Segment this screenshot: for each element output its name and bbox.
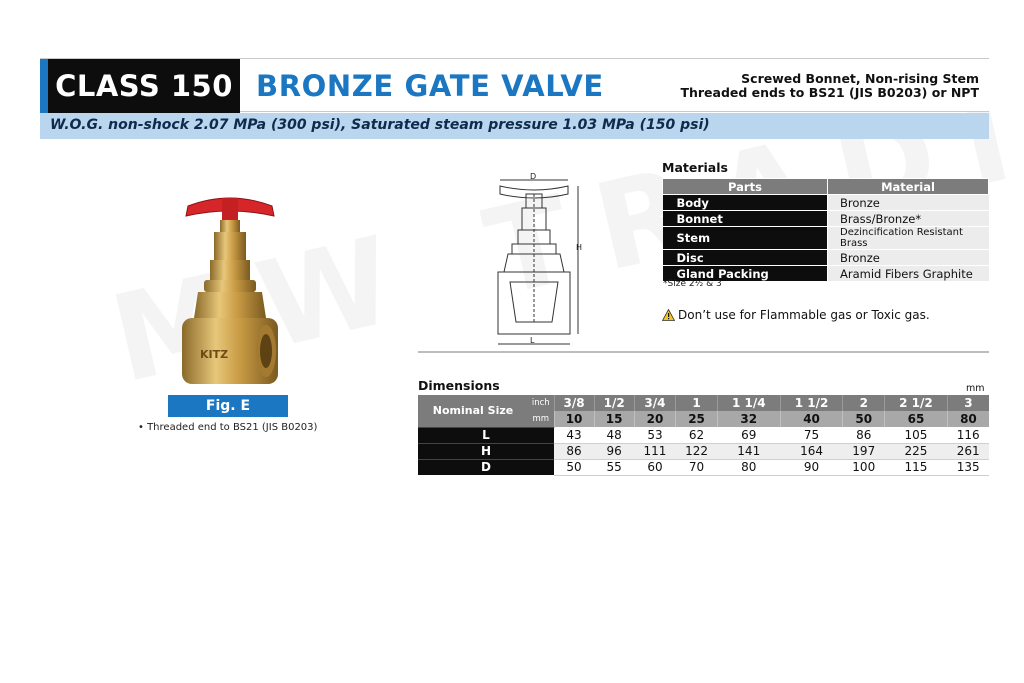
dimensions-table xyxy=(418,395,989,476)
body-marking: KITZ xyxy=(200,348,229,361)
dimension-value: 43 xyxy=(554,427,594,443)
size-inch: 3 xyxy=(947,395,989,411)
header-accent xyxy=(40,59,48,113)
dimension-value: 62 xyxy=(676,427,718,443)
material-value: Brass/Bronze* xyxy=(828,211,989,227)
dimension-value: 75 xyxy=(780,427,843,443)
dimension-value: 80 xyxy=(717,459,780,475)
dimensions-title: Dimensions xyxy=(418,378,500,393)
dimension-drawing xyxy=(490,172,590,350)
nominal-size-label: Nominal Size xyxy=(418,395,528,427)
page-title: BRONZE GATE VALVE xyxy=(256,69,604,103)
dimension-value: 96 xyxy=(594,443,634,459)
dimension-value: 225 xyxy=(885,443,948,459)
drawing-label-d: D xyxy=(530,172,537,181)
dimension-value: 86 xyxy=(843,427,885,443)
table-row xyxy=(663,250,989,266)
dimension-value: 135 xyxy=(947,459,989,475)
dimension-value: 86 xyxy=(554,443,594,459)
mm-unit-label: mm xyxy=(528,411,554,427)
inch-unit-label: inch xyxy=(528,395,554,411)
size-inch: 1/2 xyxy=(594,395,634,411)
warning-notice xyxy=(662,308,930,322)
table-row xyxy=(418,427,989,443)
subtitle-line-1: Screwed Bonnet, Non-rising Stem xyxy=(741,71,979,86)
material-part: Stem xyxy=(663,227,828,250)
subtitle-line-2: Threaded ends to BS21 (JIS B0203) or NPT xyxy=(680,85,979,100)
size-inch: 2 xyxy=(843,395,885,411)
dimension-value: 69 xyxy=(717,427,780,443)
size-inch: 2 1/2 xyxy=(885,395,948,411)
material-value: Aramid Fibers Graphite xyxy=(828,266,989,282)
class-label: CLASS 150 xyxy=(48,59,240,113)
material-part: Body xyxy=(663,195,828,211)
size-mm: 25 xyxy=(676,411,718,427)
materials-header-parts: Parts xyxy=(663,179,828,195)
dimension-value: 141 xyxy=(717,443,780,459)
dimensions-unit: mm xyxy=(966,383,985,394)
material-value: Dezincification Resistant Brass xyxy=(828,227,989,250)
dimension-value: 55 xyxy=(594,459,634,475)
table-row xyxy=(663,195,989,211)
dimension-value: 70 xyxy=(676,459,718,475)
dimension-value: 90 xyxy=(780,459,843,475)
figure-note: • Threaded end to BS21 (JIS B0203) xyxy=(138,422,318,433)
material-part: Bonnet xyxy=(663,211,828,227)
dimension-value: 197 xyxy=(843,443,885,459)
dimension-value: 50 xyxy=(554,459,594,475)
drawing-label-h: H xyxy=(576,243,583,252)
size-inch: 1 xyxy=(676,395,718,411)
dimension-value: 122 xyxy=(676,443,718,459)
material-value: Bronze xyxy=(828,195,989,211)
material-part: Gland Packing xyxy=(663,266,828,282)
dimension-value: 53 xyxy=(634,427,676,443)
size-inch: 1 1/2 xyxy=(780,395,843,411)
size-note: *Size 2½ & 3 xyxy=(663,279,722,289)
size-mm: 80 xyxy=(947,411,989,427)
warning-icon xyxy=(662,309,675,321)
pressure-rating-text: W.O.G. non-shock 2.07 MPa (300 psi), Saturated steam pressure 1.03 MPa (150 psi) xyxy=(50,117,710,133)
pressure-rating-bar xyxy=(40,113,989,139)
header-bar xyxy=(40,58,989,112)
dimension-value: 164 xyxy=(780,443,843,459)
materials-title: Materials xyxy=(662,160,728,175)
warning-text: Don’t use for Flammable gas or Toxic gas. xyxy=(678,308,930,322)
material-value: Bronze xyxy=(828,250,989,266)
dimension-value: 116 xyxy=(947,427,989,443)
materials-table xyxy=(662,178,989,282)
size-mm: 65 xyxy=(885,411,948,427)
dimension-value: 48 xyxy=(594,427,634,443)
section-divider xyxy=(418,351,989,353)
dimension-label: L xyxy=(418,427,554,443)
size-mm: 15 xyxy=(594,411,634,427)
size-inch: 1 1/4 xyxy=(717,395,780,411)
dimension-value: 261 xyxy=(947,443,989,459)
drawing-label-l: L xyxy=(530,336,535,345)
size-mm: 32 xyxy=(717,411,780,427)
materials-header-material: Material xyxy=(828,179,989,195)
size-mm: 40 xyxy=(780,411,843,427)
dimension-value: 100 xyxy=(843,459,885,475)
material-part: Disc xyxy=(663,250,828,266)
valve-photo xyxy=(170,188,290,393)
table-row xyxy=(663,227,989,250)
dimension-value: 105 xyxy=(885,427,948,443)
dimension-label: H xyxy=(418,443,554,459)
dimension-value: 115 xyxy=(885,459,948,475)
dimension-value: 60 xyxy=(634,459,676,475)
dimension-label: D xyxy=(418,459,554,475)
table-row xyxy=(663,211,989,227)
table-row xyxy=(418,459,989,475)
size-inch: 3/8 xyxy=(554,395,594,411)
size-inch: 3/4 xyxy=(634,395,676,411)
size-mm: 10 xyxy=(554,411,594,427)
header-subtitle xyxy=(680,72,979,100)
dimension-value: 111 xyxy=(634,443,676,459)
size-mm: 20 xyxy=(634,411,676,427)
table-row xyxy=(418,443,989,459)
table-row-inch xyxy=(418,395,989,411)
size-mm: 50 xyxy=(843,411,885,427)
figure-label: Fig. E xyxy=(168,395,288,417)
